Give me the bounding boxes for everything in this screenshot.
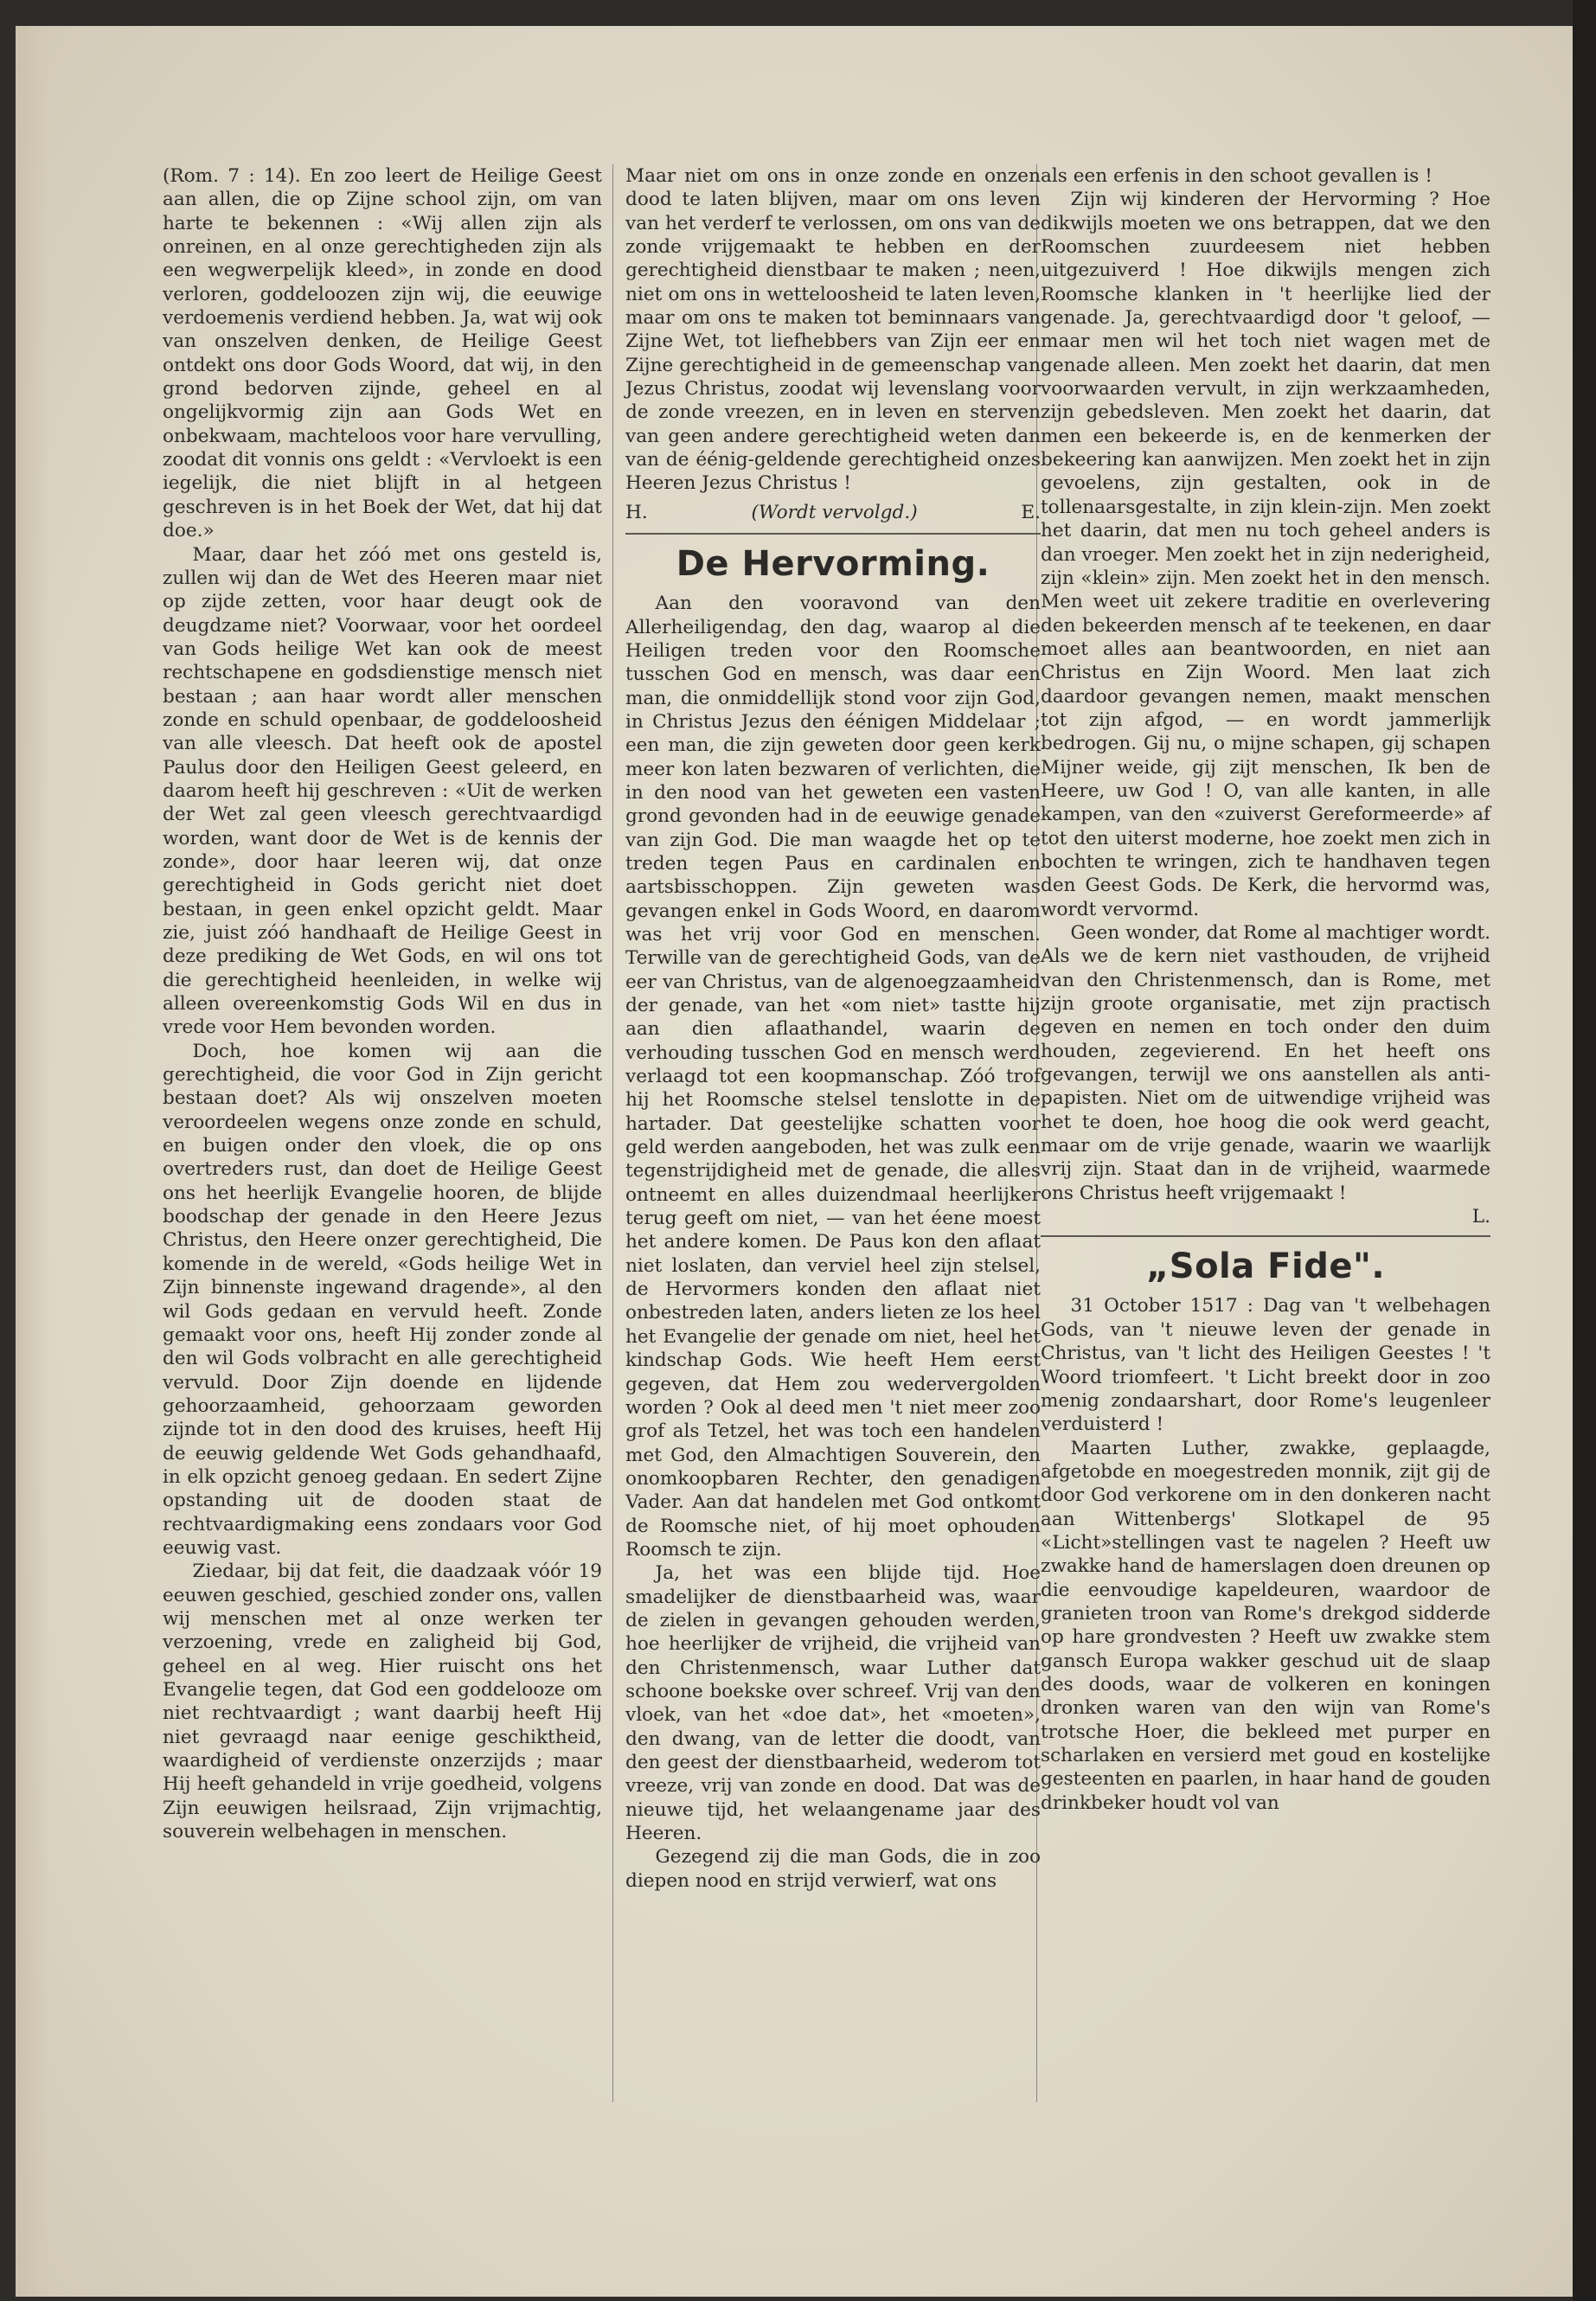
paragraph: Ziedaar, bij dat feit, die daadzaak vóór 19 eeuwen geschied, geschied zonder ons, vallen wij menschen met al onze werken ter verzoening, vrede en zaligheid bij God, geheel en al weg. Hier ruischt ons het Evangelie tegen, dat God een goddelooze om niet rechtvaardigt ; want daarbij heeft Hij niet gevraagd naar eenige geschiktheid, waardigheid of verdienste onzerzijds ; maar Hij heeft gehandeld in vrije goedheid, volgens Zijn eeuwigen heilsraad, Zijn vrijmachtig, souverein welbehagen in menschen. (163, 1561, 602, 1843)
article-signature (625, 501, 1041, 524)
paragraph: Zijn wij kinderen der Hervorming ? Hoe dikwijls moeten we ons betrappen, dat we den Roomschen zuurdeesem niet hebben uitgezuiverd ! Hoe dikwijls mengen zich Roomsche klanken in 't heerlijke lied der genade. Ja, gerechtvaardigd door 't geloof, — maar men wil het toch niet wagen met de genade alleen. Men zoekt het daarin, dat men voorwaarden vervult, in zijn werkzaamheden, zijn gebedsleven. Men zoekt het daarin, dat men een bekeerde is, en de kenmerken der bekeering kan aanwijzen. Men zoekt het in zijn gevoelens, zijn gestalten, ook in de tollenaarsgestalte, in zijn klein-zijn. Men zoekt het daarin, dat men nu toch geheel anders is dan vroeger. Men zoekt het in zijn nederigheid, zijn «klein» zijn. Men zoekt het in den mensch. Men weet uit zekere traditie en overlevering den bekeerden mensch af te teekenen, en daar moet alles aan beantwoorden, en niet aan Christus en Zijn Woord. Men laat zich daardoor gevangen nemen, maakt menschen tot zijn afgod, — en wordt jammerlijk bedrogen. Gij nu, o mijne schapen, gij schapen Mijner weide, gij zijt menschen, Ik ben de Heere, uw God ! O, van alle kanten, in alle kampen, van den «zuiverst Gereformeerde» af tot den uiterst moderne, hoe zoekt men zich in bochten te wringen, zich te handhaven tegen den Geest Gods. De Kerk, die hervormd was, wordt vervormd. (1041, 189, 1490, 920)
signature: L. (1471, 1206, 1490, 1228)
section-divider (625, 533, 1041, 535)
paragraph: Geen wonder, dat Rome al machtiger wordt. Als we de kern niet vasthouden, de vrijheid van den Christenmensch, dan is Rome, met zijn groote organisatie, met zijn practisch geven en nemen en toch onder den duim houden, zegevierend. En het heeft ons gevangen, terwijl we ons aanstellen als anti-papisten. Niet om de uitwendige vrijheid was het te doen, hoe hoog die ook werd geacht, maar om de vrije genade, waarin we waarlijk vrij zijn. Staat dan in de vrijheid, waarmede ons Christus heeft vrijgemaakt ! (1041, 922, 1490, 1204)
paragraph: 31 October 1517 : Dag van 't welbehagen Gods, van 't nieuwe leven der genade in Christus, van 't licht des Heiligen Geestes ! 't Woord triomfeert. 't Licht breekt door in zoo menig zondaarshart, door Rome's leugenleer verduisterd ! (1041, 1295, 1490, 1436)
paragraph: Ja, het was een blijde tijd. Hoe smadelijker de dienstbaarheid was, waar de zielen in gevangen gehouden werden, hoe heerlijker de vrijheid, die vrijheid van den Christenmensch, waar Luther dat schoone boekske over schreef. Vrij van den vloek, van het «doe dat», het «moeten», den dwang, van de letter die doodt, van den geest der dienstbaarheid, wederom tot vreeze, vrij van zonde en dood. Dat was de nieuwe tijd, het welaangename jaar des Heeren. (625, 1562, 1041, 1845)
scan-border (1573, 0, 1596, 2301)
page-shadow (16, 26, 50, 2297)
article-heading: De Hervorming. (676, 544, 990, 585)
paragraph: (Rom. 7 : 14). En zoo leert de Heilige Geest aan allen, die op Zijne school zijn, om van harte te bekennen : «Wij allen zijn als onreinen, en al onze gerechtigheden zijn als een wegwerpelijk kleed», in zonde en dood verloren, goddeloozen zijn wij, die eeuwige verdoemenis verdiend hebben. Ja, wat wij ook van onszelven denken, de Heilige Geest ontdekt ons door Gods Woord, dat wij, in den grond bedorven zijnde, geheel en al ongelijkvormig zijn aan Gods Wet en onbekwaam, machteloos voor hare vervulling, zoodat dit vonnis ons geldt : «Vervloekt is een iegelijk, die niet blijft in al hetgeen geschreven is in het Boek der Wet, dat hij dat doe.» (163, 165, 602, 542)
column-3 (1041, 164, 1490, 1815)
signature-right: E. (1021, 501, 1041, 523)
section-divider (1041, 1235, 1490, 1237)
paragraph: Gezegend zij die man Gods, die in zoo diepen nood en strijd verwierf, wat ons (625, 1846, 1041, 1892)
paragraph: Maar, daar het zóó met ons gesteld is, zullen wij dan de Wet des Heeren maar niet op zijde zetten, voor haar deugt ook de deugdzame niet? Voorwaar, voor het oordeel van Gods heilige Wet kan ook de meest rechtschapene en godsdienstige mensch niet bestaan ; aan haar wordt aller menschen zonde en schuld openbaar, de goddeloosheid van alle vleesch. Dat heeft ook de apostel Paulus door den Heiligen Geest geleerd, en daarom heeft hij geschreven : «Uit de werken der Wet zal geen vleesch gerechtvaardigd worden, want door de Wet is de kennis der zonde», door haar leeren wij, dat onze gerechtigheid in Gods gericht niet doet bestaan, in geen enkel opzicht geldt. Maar zie, juist zóó handhaaft de Heilige Geest in deze prediking de Wet Gods, en wil ons tot die gerechtigheid heenleiden, in welke wij alleen overeenkomstig Gods Wil en dus in vrede voor Hem bevonden worden. (163, 543, 602, 1039)
column-2 (625, 164, 1041, 1893)
paragraph: Doch, hoe komen wij aan die gerechtigheid, die voor God in Zijn gericht bestaan doet? Als wij onszelven moeten veroordeelen wegens onze zonde en schuld, en buigen onder den vloek, die op ons overtreders rust, dan doet de Heilige Geest ons het heerlijk Evangelie hooren, de blijde boodschap der genade in den Heere Jezus Christus, den Heere onzer gerechtigheid, Die komende in de wereld, «Gods heilige Wet in Zijn binnenste ingewand dragende», al den wil Gods gedaan en vervuld heeft. Zonde gemaakt voor ons, heeft Hij zonder zonde al den wil Gods volbracht en alle gerechtigheid vervuld. Door Zijn doende en lijdende gehoorzaamheid, gehoorzaam geworden zijnde tot in den dood des kruises, heeft Hij de eeuwig geldende Wet Gods gehandhaafd, in elk opzicht genoeg gedaan. En sedert Zijne opstanding uit de dooden staat de rechtvaardigmaking eens zondaars voor God eeuwig vast. (163, 1040, 602, 1559)
column-rule-1 (612, 164, 613, 2102)
article-signature (1041, 1205, 1490, 1228)
paragraph: Maarten Luther, zwakke, geplaagde, afgetobde en moegestreden monnik, zijt gij de door God verkorene om in den donkeren nacht aan Wittenbergs' Slotkapel de 95 «Licht»stellingen vast te nagelen ? Heeft uw zwakke hand de hamerslagen doen dreunen op die eenvoudige kapeldeuren, waardoor de granieten troon van Rome's drekgod sidderde op hare grondvesten ? Heeft uw zwakke stem gansch Europa wakker geschud uit de slaap des doods, waar de volkeren en koningen dronken waren van den wijn van Rome's trotsche Hoer, die bekleed met purper en scharlaken en versierd met goud en kostelijke gesteenten en paarlen, in haar hand de gouden drinkbeker houdt vol van (1041, 1437, 1490, 1814)
signature-left: H. (625, 501, 648, 523)
newspaper-page (16, 26, 1573, 2297)
paragraph: Aan den vooravond van den Allerheiligendag, den dag, waarop al die Heiligen treden voor den Roomsche tusschen God en mensch, was daar een man, die onmiddellijk stond voor zijn God, in Christus Jezus den éénigen Middelaar ; een man, die zijn geweten door geen kerk meer kon laten bezwaren of verlichten, die in den nood van het geweten een vasten grond gevonden had in de eeuwige genade van zijn God. Die man waagde het op te treden tegen Paus en cardinalen en aartsbisschoppen. Zijn geweten was gevangen enkel in Gods Woord, en daarom was het vrij voor God en menschen. Terwille van de gerechtigheid Gods, van de eer van Christus, van de algenoegzaamheid der genade, van het «om niet» tastte hij aan dien aflaathandel, waarin de verhouding tusschen God en mensch werd verlaagd tot een koopmanschap. Zóó trof hij het Roomsche stelsel tenslotte in de hartader. Dat geestelijke schatten voor geld werden aangeboden, het was zulk een tegenstrijdigheid met de genade, die alles ontneemt en alles duizendmaal heerlijker terug geeft om niet, — van het éene moest het andere komen. De Paus kon den aflaat niet loslaten, dan verviel heel zijn stelsel, de Hervormers konden den aflaat niet onbestreden laten, anders lieten ze los heel het Evangelie der genade om niet, heel het kindschap Gods. Wie heeft Hem eerst gegeven, dat Hem zou wedervergolden worden ? Ook al deed men 't niet meer zoo grof als Tetzel, het was toch een handelen met God, den Almachtigen Souverein, den onomkoopbaren Rechter, den genadigen Vader. Aan dat handelen met God ontkomt de Roomsche niet, of hij moet ophouden Roomsch te zijn. (625, 593, 1041, 1561)
paragraph: Maar niet om ons in onze zonde en onzen dood te laten blijven, maar om ons leven van het verderf te verlossen, om ons van de zonde vrijgemaakt te hebben en der gerechtigheid dienstbaar te maken ; neen, niet om ons in wetteloosheid te laten leven, maar om ons te maken tot beminnaars van Zijne Wet, tot liefhebbers van Zijn eer en Zijne gerechtigheid in de gemeenschap van Jezus Christus, zoodat wij levenslang voor de zonde vreezen, en in leven en sterven van geen andere gerechtigheid weten dan van de éénig-geldende gerechtigheid onzes Heeren Jezus Christus ! (625, 165, 1041, 495)
paragraph: als een erfenis in den schoot gevallen is ! (1041, 165, 1433, 187)
continued-note: (Wordt vervolgd.) (751, 501, 918, 523)
article-heading: „Sola Fide". (1145, 1247, 1386, 1287)
column-1 (163, 164, 602, 1843)
